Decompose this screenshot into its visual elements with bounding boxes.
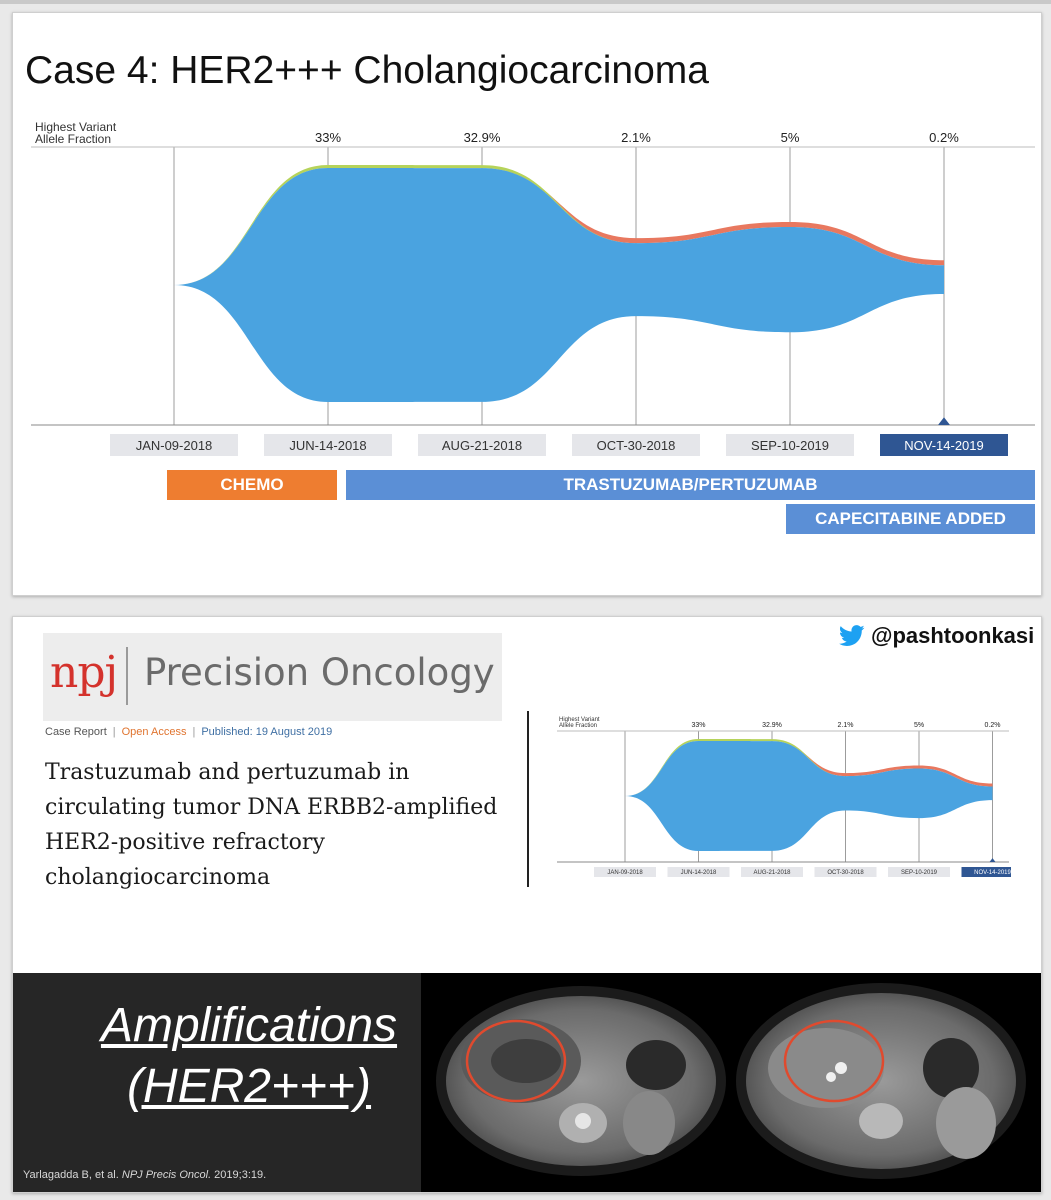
date-tick-label: AUG-21-2018: [441, 437, 523, 453]
current-marker: [990, 858, 996, 862]
slide-title: Case 4: HER2+++ Cholangiocarcinoma: [25, 49, 709, 92]
journal-name: Precision Oncology: [144, 651, 495, 694]
top-divider: [0, 0, 1051, 4]
date-tick-label: OCT-30-2018: [596, 437, 676, 453]
mri-scan-pair: [421, 973, 1041, 1192]
y-axis-label: Allele Fraction: [559, 723, 598, 729]
journal-logo: [43, 633, 502, 721]
value-label: 33%: [691, 722, 706, 729]
date-tick-label: NOV-14-2019: [904, 437, 984, 453]
capecitabine-added-bar: CAPECITABINE ADDED: [786, 504, 1035, 534]
value-label: 5%: [913, 722, 925, 729]
main-clone-stream: [174, 168, 944, 402]
value-label: 2.1%: [837, 722, 854, 729]
mri-images: [421, 973, 1041, 1192]
date-tick-label: OCT-30-2018: [827, 870, 864, 877]
date-tick-label: AUG-21-2018: [753, 870, 791, 877]
slide-panel-publication: [12, 616, 1042, 1193]
twitter-handle[interactable]: [839, 623, 1034, 649]
value-label: 33%: [314, 130, 342, 145]
mri-scan-after: [736, 983, 1026, 1179]
published-date: Published: 19 August 2019: [201, 726, 333, 738]
y-axis-label: Highest Variant: [559, 717, 600, 723]
article-title: Trastuzumab and pertuzumab in circulating tumor DNA ERBB2-amplified HER2-positive refractory cholangiocarcinoma: [45, 760, 498, 890]
trastuzumab-pertuzumab-bar: TRASTUZUMAB/PERTUZUMAB: [346, 470, 1035, 500]
current-marker: [938, 417, 950, 425]
logo-separator: [126, 647, 128, 705]
date-tick-label: JAN-09-2018: [607, 870, 643, 877]
twitter-handle-text: @pashtoonkasi: [871, 623, 1035, 648]
date-tick-label: SEP-10-2019: [750, 437, 830, 453]
date-tick-label: JAN-09-2018: [135, 437, 213, 453]
y-axis-label: Allele Fraction: [35, 132, 112, 146]
open-access-label: Open Access: [121, 726, 187, 738]
citation: Yarlagadda B, et al. NPJ Precis Oncol. 2019;3:19.: [23, 1169, 267, 1181]
amplifications-banner: [13, 973, 1041, 1192]
npj-mark: npj: [50, 647, 118, 698]
article-meta: Case Report | Open Access | Published: 19 August 2019: [45, 726, 333, 738]
chemo-bar: CHEMO: [167, 470, 337, 500]
slide-panel-chart: [12, 12, 1042, 596]
value-label: 32.9%: [762, 722, 782, 729]
date-tick-label: JUN-14-2018: [289, 437, 367, 453]
amplifications-heading: Amplifications (HER2+++): [100, 999, 398, 1113]
vertical-divider: [527, 711, 529, 887]
twitter-bird-icon: [839, 625, 865, 647]
value-label: 32.9%: [463, 130, 501, 145]
value-label: 0.2%: [929, 130, 959, 145]
date-tick-label: SEP-10-2019: [900, 870, 938, 877]
value-label: 5%: [780, 130, 800, 145]
date-tick-label: JUN-14-2018: [680, 870, 717, 877]
vaf-fish-chart-mini: [551, 713, 1011, 883]
y-axis-label: Highest Variant: [35, 120, 117, 134]
date-tick-label: NOV-14-2019: [974, 870, 1011, 877]
value-label: 0.2%: [984, 722, 1001, 729]
value-label: 2.1%: [621, 130, 651, 145]
mri-scan-before: [436, 986, 726, 1176]
article-type: Case Report: [45, 726, 107, 738]
